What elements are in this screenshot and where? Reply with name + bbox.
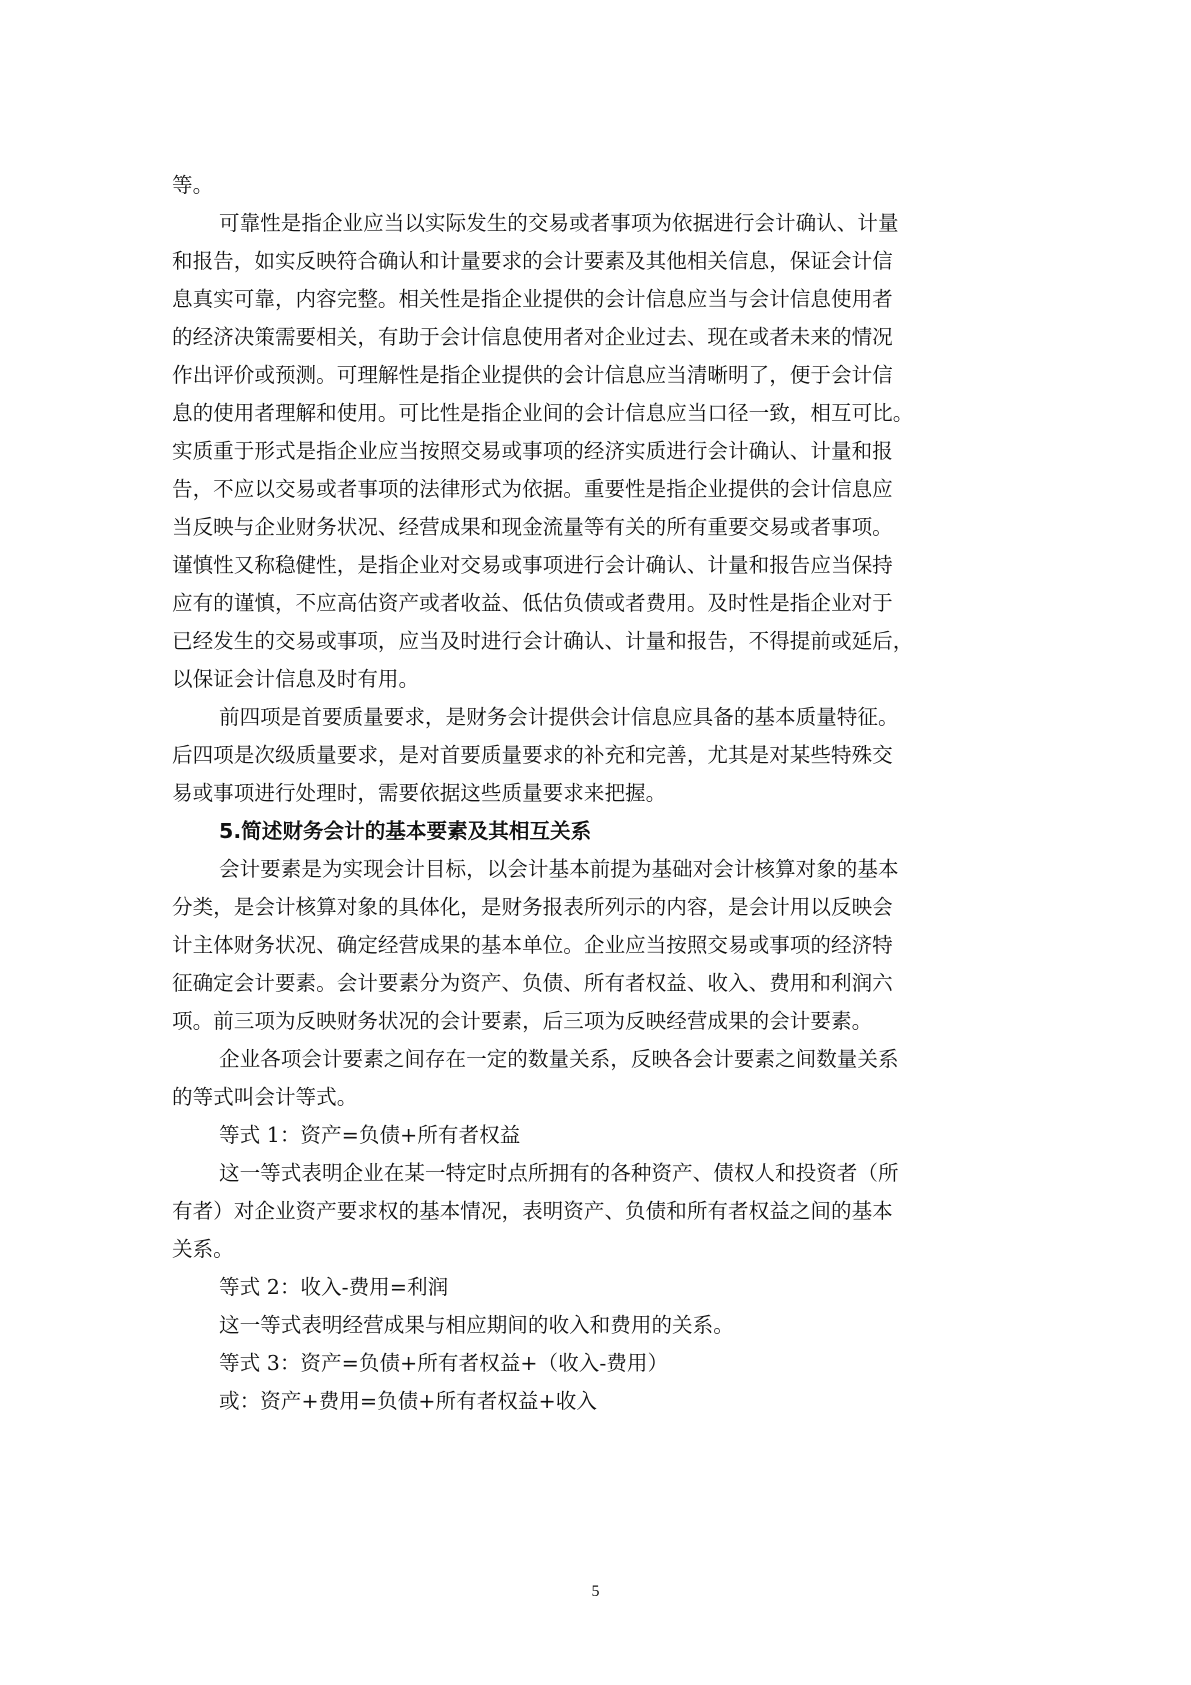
text-line: 有者）对企业资产要求权的基本情况，表明资产、负债和所有者权益之间的基本 <box>172 1199 893 1223</box>
text-line: 的经济决策需要相关，有助于会计信息使用者对企业过去、现在或者未来的情况 <box>172 325 893 349</box>
page-body <box>172 172 1024 1415</box>
equation-line: 等式 2：收入-费用=利润 <box>219 1275 449 1299</box>
text-line: 后四项是次级质量要求，是对首要质量要求的补充和完善，尤其是对某些特殊交 <box>172 743 893 767</box>
text-line: 告，不应以交易或者事项的法律形式为依据。重要性是指企业提供的会计信息应 <box>172 477 893 501</box>
text-line: 实质重于形式是指企业应当按照交易或事项的经济实质进行会计确认、计量和报 <box>172 439 893 463</box>
paragraph-first-line: 前四项是首要质量要求，是财务会计提供会计信息应具备的基本质量特征。 <box>219 705 899 729</box>
section-heading: 5.简述财务会计的基本要素及其相互关系 <box>219 819 592 843</box>
text-line: 息真实可靠，内容完整。相关性是指企业提供的会计信息应当与会计信息使用者 <box>172 287 893 311</box>
text-line: 易或事项进行处理时，需要依据这些质量要求来把握。 <box>172 781 667 805</box>
text-line: 谨慎性又称稳健性，是指企业对交易或事项进行会计确认、计量和报告应当保持 <box>172 553 893 577</box>
paragraph-first-line: 这一等式表明经营成果与相应期间的收入和费用的关系。 <box>219 1313 734 1337</box>
text-line: 息的使用者理解和使用。可比性是指企业间的会计信息应当口径一致，相互可比。 <box>172 401 914 425</box>
paragraph-first-line: 企业各项会计要素之间存在一定的数量关系，反映各会计要素之间数量关系 <box>219 1047 899 1071</box>
text-line: 项。前三项为反映财务状况的会计要素，后三项为反映经营成果的会计要素。 <box>172 1009 873 1033</box>
paragraph-first-line: 可靠性是指企业应当以实际发生的交易或者事项为依据进行会计确认、计量 <box>219 211 899 235</box>
text-line: 和报告，如实反映符合确认和计量要求的会计要素及其他相关信息，保证会计信 <box>172 249 893 273</box>
text-line: 作出评价或预测。可理解性是指企业提供的会计信息应当清晰明了，便于会计信 <box>172 363 893 387</box>
text-line: 当反映与企业财务状况、经营成果和现金流量等有关的所有重要交易或者事项。 <box>172 515 893 539</box>
text-line: 以保证会计信息及时有用。 <box>172 667 420 691</box>
text-line: 计主体财务状况、确定经营成果的基本单位。企业应当按照交易或事项的经济特 <box>172 933 893 957</box>
page-number: 5 <box>591 1583 600 1600</box>
text-line: 分类，是会计核算对象的具体化，是财务报表所列示的内容，是会计用以反映会 <box>172 895 893 919</box>
text-line: 等。 <box>172 173 214 197</box>
paragraph-first-line: 这一等式表明企业在某一特定时点所拥有的各种资产、债权人和投资者（所 <box>219 1161 899 1185</box>
text-line: 关系。 <box>172 1237 234 1261</box>
equation-line: 等式 1：资产=负债+所有者权益 <box>219 1123 521 1147</box>
text-line: 的等式叫会计等式。 <box>172 1085 358 1109</box>
paragraph-first-line: 会计要素是为实现会计目标，以会计基本前提为基础对会计核算对象的基本 <box>219 857 899 881</box>
equation-line: 或：资产+费用=负债+所有者权益+收入 <box>219 1389 597 1413</box>
equation-line: 等式 3：资产=负债+所有者权益+（收入-费用） <box>219 1351 669 1375</box>
text-line: 应有的谨慎，不应高估资产或者收益、低估负债或者费用。及时性是指企业对于 <box>172 591 893 615</box>
text-line: 征确定会计要素。会计要素分为资产、负债、所有者权益、收入、费用和利润六 <box>172 971 893 995</box>
text-line: 已经发生的交易或事项，应当及时进行会计确认、计量和报告，不得提前或延后， <box>172 629 914 653</box>
